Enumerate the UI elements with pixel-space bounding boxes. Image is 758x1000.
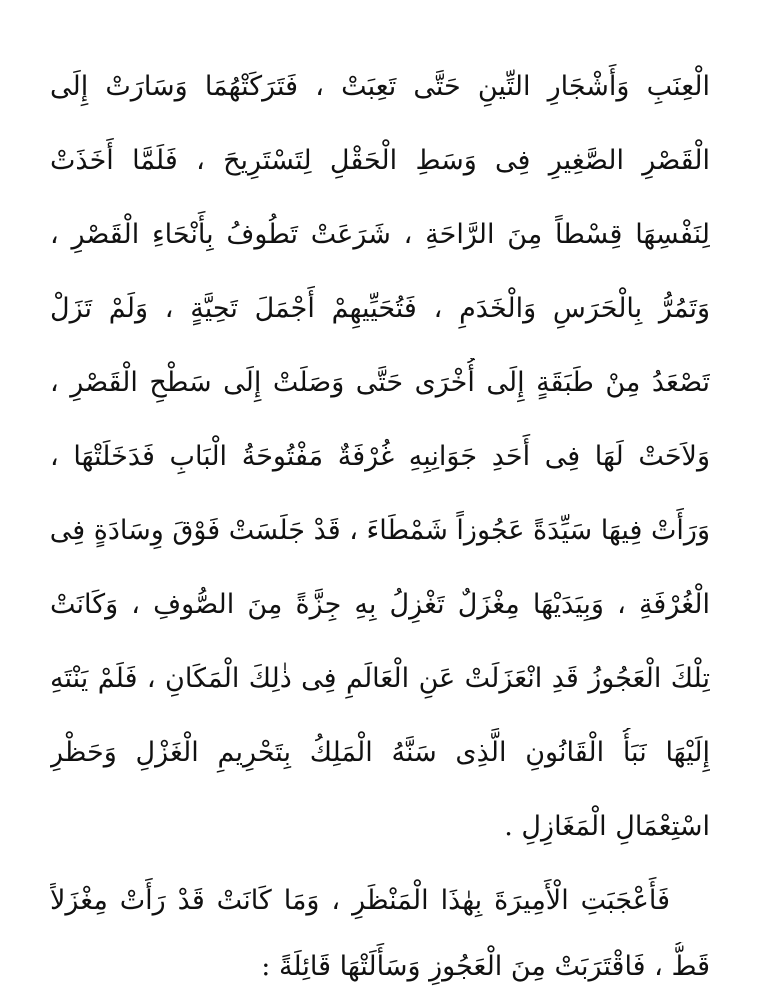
text-line: فَأَعْجَبَتِ الْأَمِيرَةَ بِهٰذَا الْمَنْظَرِ ، وَمَا كَانَتْ قَدْ رَأَتْ مِغْزَلاً	[50, 885, 670, 916]
text-line: وَرَأَتْ فِيهَا سَيِّدَةً عَجُوزاً شَمْطَاءَ ، قَدْ جَلَسَتْ فَوْقَ وِسَادَةٍ فِى	[50, 515, 710, 546]
text-line: لِنَفْسِهَا قِسْطاً مِنَ الرَّاحَةِ ، شَرَعَتْ تَطُوفُ بِأَنْحَاءِ الْقَصْرِ ،	[50, 219, 710, 250]
text-line: الْغُرْفَةِ ، وَبِيَدَيْهَا مِغْزَلٌ تَغْزِلُ بِهِ جِزَّةً مِنَ الصُّوفِ ، وَكَانَتْ	[50, 589, 710, 620]
text-line: اسْتِعْمَالِ الْمَغَازِلِ .	[504, 811, 710, 842]
text-line: وَتَمُرُّ بِالْحَرَسِ وَالْخَدَمِ ، فَتُحَيِّيهِمْ أَجْمَلَ تَحِيَّةٍ ، وَلَمْ تَزَلْ	[50, 293, 710, 324]
text-line: تِلْكَ الْعَجُوزُ قَدِ انْعَزَلَتْ عَنِ الْعَالَمِ فِى ذٰلِكَ الْمَكَانِ ، فَلَمْ يَنْتَهِ	[50, 663, 710, 694]
text-line: تَصْعَدُ مِنْ طَبَقَةٍ إِلَى أُخْرَى حَتَّى وَصَلَتْ إِلَى سَطْحِ الْقَصْرِ ،	[50, 367, 710, 398]
text-line: إِلَيْهَا نَبَأُ الْقَانُونِ الَّذِى سَنَّهُ الْمَلِكُ بِتَحْرِيمِ الْغَزْلِ وَحَظْرِ	[50, 737, 710, 768]
text-line: الْقَصْرِ الصَّغِيرِ فِى وَسَطِ الْحَقْلِ لِتَسْتَرِيحَ ، فَلَمَّا أَخَذَتْ	[50, 145, 710, 176]
text-line: الْعِنَبِ وَأَشْجَارِ التِّينِ حَتَّى تَعِبَتْ ، فَتَرَكَتْهُمَا وَسَارَتْ إِلَى	[50, 71, 710, 102]
text-line: وَلاَحَتْ لَهَا فِى أَحَدِ جَوَانِبِهِ غُرْفَةٌ مَفْتُوحَةُ الْبَابِ فَدَخَلَتْهَا ،	[50, 441, 710, 472]
text-line: قَطُّ ، فَاقْتَرَبَتْ مِنَ الْعَجُوزِ وَسَأَلَتْهَا قَائِلَةً :	[261, 951, 710, 982]
